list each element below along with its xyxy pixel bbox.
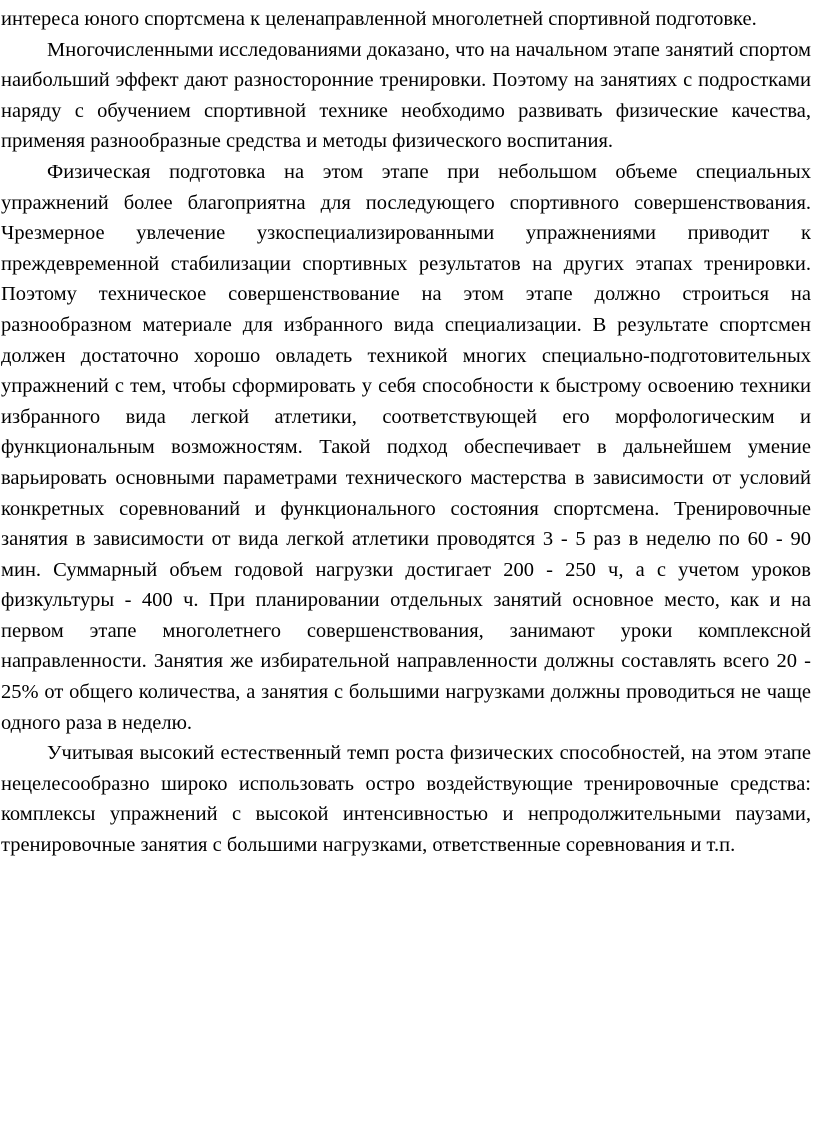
- paragraph-training-means: Учитывая высокий естественный темп роста физических способностей, на этом этапе нецелесообразно широко использовать остро воздействующие тренировочные средства: комплексы упражнений с высокой интенсивностью и непродолжительными паузами, тренировочные занятия с большими нагрузками, ответственные соревнования и т.п.: [1, 742, 811, 857]
- paragraph-research-findings: Многочисленными исследованиями доказано, что на начальном этапе занятий спортом наибольший эффект дают разносторонние тренировки. Поэтому на занятиях с подростками наряду с обучением спортивной технике необходимо развивать физические качества, применяя разнообразные средства и методы физического воспитания.: [1, 38, 811, 153]
- paragraph-continuation: интереса юного спортсмена к целенаправленной многолетней спортивной подготовке.: [1, 8, 757, 30]
- paragraph-physical-preparation: Физическая подготовка на этом этапе при небольшом объеме специальных упражнений более благоприятна для последующего спортивного совершенствования. Чрезмерное увлечение узкоспециализированными упражнениями приводит к преждевременной стабилизации спортивных результатов на других этапах тренировки. Поэтому техническое совершенствование на этом этапе должно строиться на разнообразном материале для избранного вида специализации. В результате спортсмен должен достаточно хорошо овладеть техникой многих специально-подготовительных упражнений с тем, чтобы сформировать у себя способности к быстрому освоению техники избранного вида легкой атлетики, соответствующей его морфологическим и функциональным возможностям. Такой подход обеспечивает в дальнейшем умение варьировать основными параметрами технического мастерства в зависимости от условий конкретных соревнований и функционального состояния спортсмена. Тренировочные занятия в зависимости от вида легкой атлетики проводятся 3 - 5 раз в неделю по 60 - 90 мин. Суммарный объем годовой нагрузки достигает 200 - 250 ч, а с учетом уроков физкультуры - 400 ч. При планировании отдельных занятий основное место, как и на первом этапе многолетнего совершенствования, занимают уроки комплексной направленности. Занятия же избирательной направленности должны составлять всего 20 - 25% от общего количества, а занятия с большими нагрузками должны проводиться не чаще одного раза в неделю.: [1, 160, 811, 734]
